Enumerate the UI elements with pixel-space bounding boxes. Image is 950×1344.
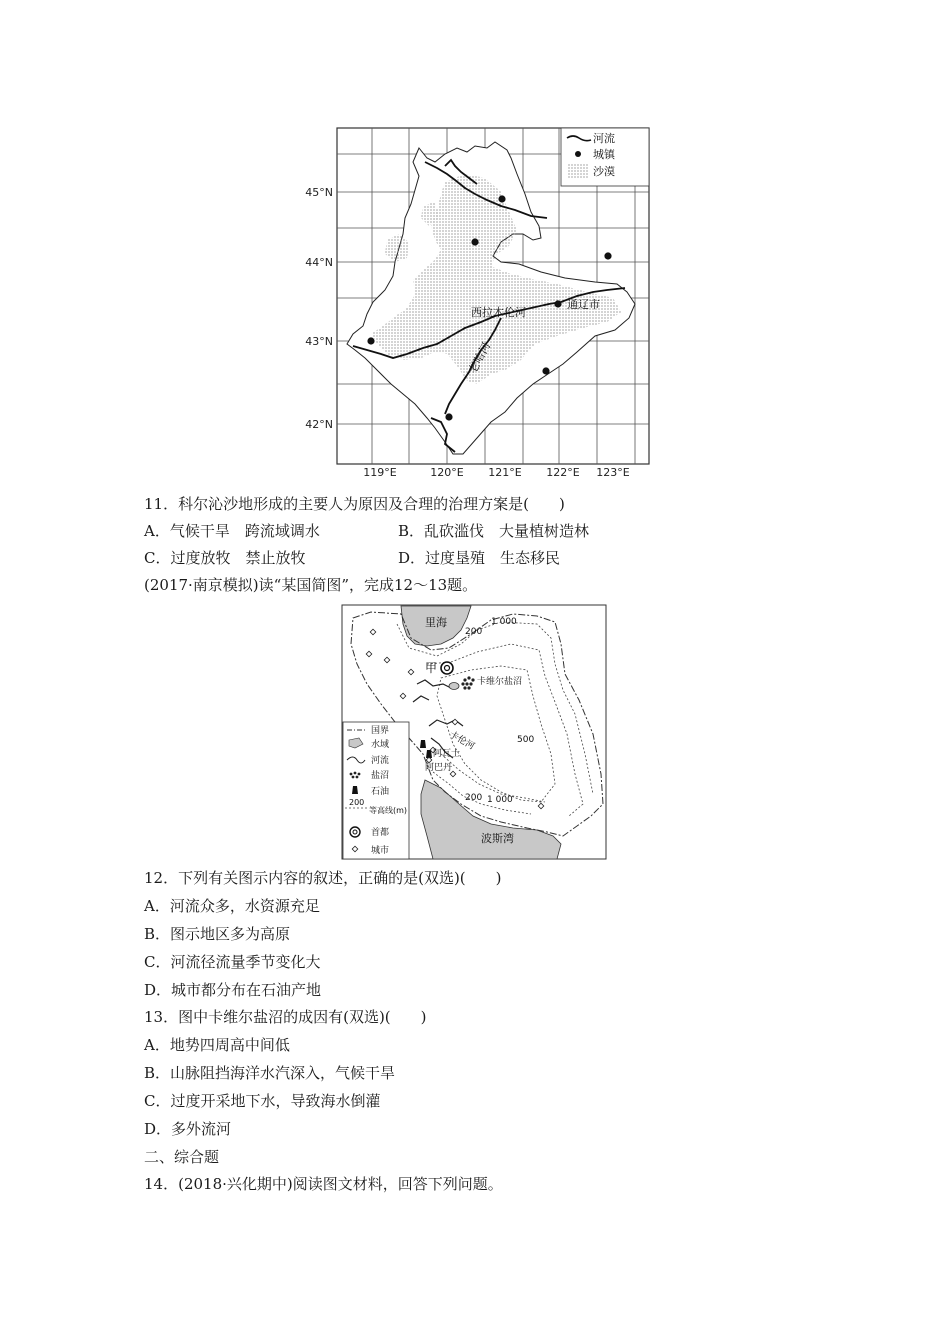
q12-option-b: B．图示地区多为高原 xyxy=(144,925,291,943)
town-east xyxy=(604,252,611,259)
legend-desert-label: 沙漠 xyxy=(593,165,615,178)
xilamulun-river-label: 西拉木伦河 xyxy=(471,306,526,319)
lon-label-119: 119°E xyxy=(363,466,397,479)
q11-options-row1 xyxy=(144,521,589,541)
ahvaz-label: 阿瓦士 xyxy=(433,749,461,759)
section-heading: 二、综合题 xyxy=(144,1148,220,1166)
legend-river-label: 河流 xyxy=(593,132,615,145)
lat-label-45: 45°N xyxy=(305,186,333,199)
q12-option-a: A．河流众多，水资源充足 xyxy=(144,897,320,915)
q14-stem: 14．(2018·兴化期中)阅读图文材料，回答下列问题。 xyxy=(144,1175,503,1193)
q11-options-row2 xyxy=(144,548,560,568)
legend-town-icon xyxy=(575,151,581,157)
legend-contour-label: 等高线(m) xyxy=(369,806,408,815)
lat-label-43: 43°N xyxy=(305,335,333,348)
q12-option-d: D．城市都分布在石油产地 xyxy=(144,981,322,999)
legend-oil-icon xyxy=(352,786,358,794)
contour-label-1000-south: 1 000 xyxy=(487,795,513,805)
q12-option-c: C．河流径流量季节变化大 xyxy=(144,953,321,971)
capital-label: 甲 xyxy=(425,661,438,675)
town-west xyxy=(367,337,374,344)
tongliao-city-label: 通辽市 xyxy=(567,298,600,311)
q13-option-d: D．多外流河 xyxy=(144,1120,232,1138)
q13-option-c: C．过度开采地下水，导致海水倒灌 xyxy=(144,1092,381,1110)
legend-town-label: 城镇 xyxy=(593,148,615,161)
laoha-river-label: 老哈河 xyxy=(466,340,494,376)
q11-option-d: D．过度垦殖 生态移民 xyxy=(398,549,561,567)
lon-label-120: 120°E xyxy=(430,466,464,479)
legend-border-label: 国界 xyxy=(371,726,390,736)
town-central xyxy=(471,238,478,245)
q13-option-b: B．山脉阻挡海洋水汽深入，气候干旱 xyxy=(144,1064,396,1082)
persian-gulf-label: 波斯湾 xyxy=(481,832,514,845)
town-south xyxy=(445,413,452,420)
legend-water-label: 水域 xyxy=(371,740,390,750)
lon-label-121: 121°E xyxy=(488,466,522,479)
legend-oil-label: 石油 xyxy=(371,787,390,797)
legend-desert-icon xyxy=(567,164,589,178)
q11-option-b: B．乱砍滥伐 大量植树造林 xyxy=(398,522,590,540)
contour-label-500: 500 xyxy=(517,735,535,745)
legend-river2-label: 河流 xyxy=(371,756,390,766)
q11-option-c: C．过度放牧 禁止放牧 xyxy=(144,549,306,567)
intro-12-13: (2017·南京模拟)读“某国简图”，完成12～13题。 xyxy=(144,576,478,594)
q12-stem: 12．下列有关图示内容的叙述，正确的是(双选)( ) xyxy=(144,869,502,887)
caspian-sea-label: 里海 xyxy=(425,616,447,629)
karun-river-label: 卡伦河 xyxy=(447,729,476,753)
legend-capital-label: 首都 xyxy=(371,828,390,838)
legend-contour-value: 200 xyxy=(349,798,365,807)
q11-stem: 11．科尔沁沙地形成的主要人为原因及合理的治理方案是( ) xyxy=(144,495,565,513)
lon-label-122: 122°E xyxy=(546,466,580,479)
tongliao-city-dot xyxy=(554,300,561,307)
q13-option-a: A．地势四周高中间低 xyxy=(144,1036,290,1054)
contour-label-200-south: 200 xyxy=(465,793,483,803)
q11-option-a: A．气候干旱 跨流域调水 xyxy=(144,522,320,540)
lat-label-42: 42°N xyxy=(305,418,333,431)
abadan-label: 阿巴丹 xyxy=(425,763,453,773)
q13-stem: 13．图中卡维尔盐沼的成因有(双选)( ) xyxy=(144,1008,427,1026)
contour-label-1000-north: 1 000 xyxy=(491,617,517,627)
horqin-sandy-land-map xyxy=(295,122,655,480)
lat-label-44: 44°N xyxy=(305,256,333,269)
town-south-east xyxy=(542,367,549,374)
legend-marsh-label: 盐沼 xyxy=(371,771,390,781)
contour-label-200-north: 200 xyxy=(465,627,483,637)
kavir-salt-marsh-label: 卡维尔盐沼 xyxy=(477,677,523,687)
lon-label-123: 123°E xyxy=(596,466,630,479)
lake-central xyxy=(449,683,459,690)
legend-city-label: 城市 xyxy=(371,846,390,856)
country-sketch-map xyxy=(341,604,607,860)
town-north xyxy=(498,195,505,202)
